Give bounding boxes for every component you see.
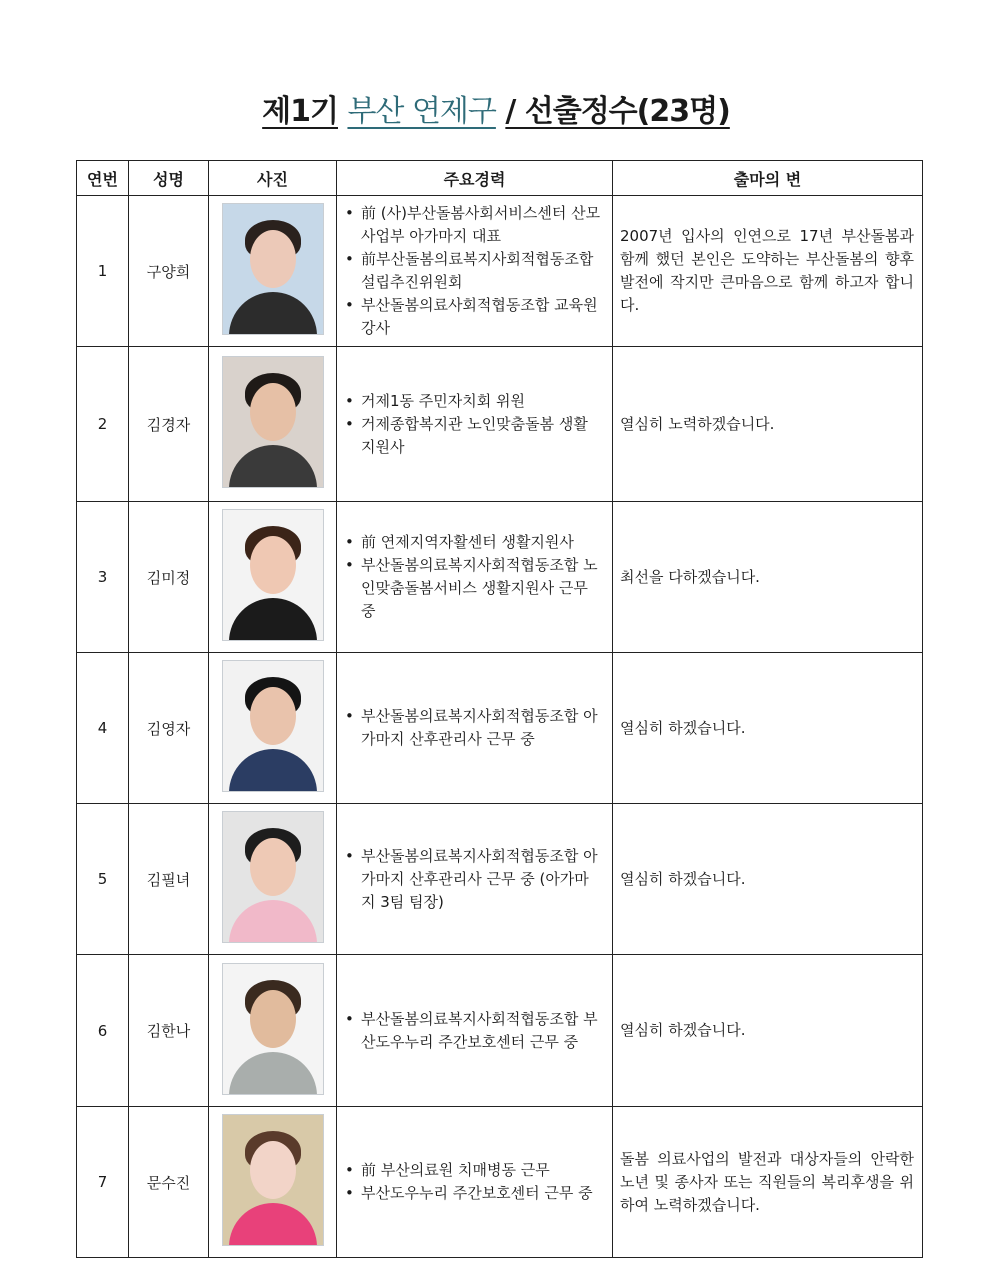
table-row [77,955,923,1107]
photo-clothes [229,749,317,792]
header-career: 주요경력 [337,161,613,196]
message-cell [613,804,923,955]
career-item: • 거제종합복지관 노인맞춤돌봄 생활지원사 [361,413,602,459]
photo-cell [209,804,337,955]
candidate-message: 열심히 하겠습니다. [620,869,746,888]
career-item: • 거제1동 주민자치회 위원 [361,390,602,413]
photo-cell [209,955,337,1107]
candidate-photo [222,1114,324,1246]
photo-cell [209,347,337,502]
photo-face [250,687,296,745]
photo-face [250,1141,296,1199]
photo-face [250,383,296,441]
message-cell [613,502,923,653]
career-cell [337,347,613,502]
photo-cell [209,502,337,653]
career-item: • 부산도우누리 주간보호센터 근무 중 [361,1182,602,1205]
candidate-name: 김미정 [129,502,209,653]
message-cell [613,653,923,804]
career-cell [337,804,613,955]
row-number: 3 [77,502,129,653]
career-item: • 前 (사)부산돌봄사회서비스센터 산모사업부 아가마지 대표 [361,202,602,248]
photo-face [250,838,296,896]
candidate-name: 김경자 [129,347,209,502]
career-list [337,1159,612,1205]
candidate-photo [222,356,324,488]
photo-clothes [229,900,317,943]
career-cell [337,1107,613,1258]
career-list [337,202,612,340]
table-row [77,347,923,502]
candidate-message: 열심히 노력하겠습니다. [620,414,775,433]
career-item: • 부산돌봄의료복지사회적협동조합 부산도우누리 주간보호센터 근무 중 [361,1008,602,1054]
table-header-row [77,161,923,196]
candidate-photo [222,509,324,641]
row-number: 1 [77,196,129,347]
photo-clothes [229,292,317,335]
row-number: 5 [77,804,129,955]
candidate-message: 열심히 하겠습니다. [620,718,746,737]
header-name: 성명 [129,161,209,196]
table-row [77,1107,923,1258]
career-item: • 부산돌봄의료복지사회적협동조합 노인맞춤돌봄서비스 생활지원사 근무 중 [361,554,602,623]
message-cell [613,196,923,347]
career-item: • 前 연제지역자활센터 생활지원사 [361,531,602,554]
candidate-message: 최선을 다하겠습니다. [620,567,760,586]
header-photo: 사진 [209,161,337,196]
candidate-photo [222,963,324,1095]
career-list [337,845,612,914]
row-number: 4 [77,653,129,804]
career-cell [337,502,613,653]
career-cell [337,653,613,804]
title-suffix: / 선출정수(23명) [505,94,730,129]
row-number: 2 [77,347,129,502]
header-number: 연번 [77,161,129,196]
candidate-message: 열심히 하겠습니다. [620,1021,746,1039]
photo-clothes [229,598,317,641]
message-cell [613,347,923,502]
table-row [77,196,923,347]
title-prefix: 제1기 [262,94,338,129]
photo-clothes [229,1052,317,1095]
photo-clothes [229,445,317,488]
candidate-photo [222,811,324,943]
career-cell [337,955,613,1107]
photo-cell [209,196,337,347]
candidate-message: 2007년 입사의 인연으로 17년 부산돌봄과 함께 했던 본인은 도약하는 부산돌봄의 향후 발전에 작지만 큰마음으로 함께 하고자 합니다. [620,227,914,314]
candidate-name: 김필녀 [129,804,209,955]
photo-clothes [229,1203,317,1246]
table-row [77,804,923,955]
career-list [337,531,612,623]
career-list [337,1008,612,1054]
career-cell [337,196,613,347]
row-number: 7 [77,1107,129,1258]
candidate-photo [222,660,324,792]
candidate-photo [222,203,324,335]
candidate-message: 돌봄 의료사업의 발전과 대상자들의 안락한 노년 및 종사자 또는 직원들의 복리후생을 위하여 노력하겠습니다. [620,1149,914,1214]
message-cell [613,955,923,1107]
photo-face [250,536,296,594]
career-item: • 부산돌봄의료사회적협동조합 교육원 강사 [361,294,602,340]
candidate-name: 김한나 [129,955,209,1107]
row-number: 6 [77,955,129,1107]
photo-face [250,230,296,288]
candidate-name: 문수진 [129,1107,209,1258]
table-row [77,653,923,804]
career-item: • 부산돌봄의료복지사회적협동조합 아가마지 산후관리사 근무 중 [361,705,602,751]
header-message: 출마의 변 [613,161,923,196]
table-row [77,502,923,653]
career-list [337,390,612,459]
photo-face [250,990,296,1048]
candidate-name: 구양희 [129,196,209,347]
career-item: • 前부산돌봄의료복지사회적협동조합 설립추진위원회 [361,248,602,294]
career-item: • 부산돌봄의료복지사회적협동조합 아가마지 산후관리사 근무 중 (아가마지 3팀 팀장) [361,845,602,914]
page-title [0,86,992,130]
message-cell [613,1107,923,1258]
career-list [337,705,612,751]
photo-cell [209,1107,337,1258]
career-item: • 前 부산의료원 치매병동 근무 [361,1159,602,1182]
candidate-name: 김영자 [129,653,209,804]
title-region: 부산 연제구 [347,94,496,129]
candidate-table [76,160,923,1258]
photo-cell [209,653,337,804]
